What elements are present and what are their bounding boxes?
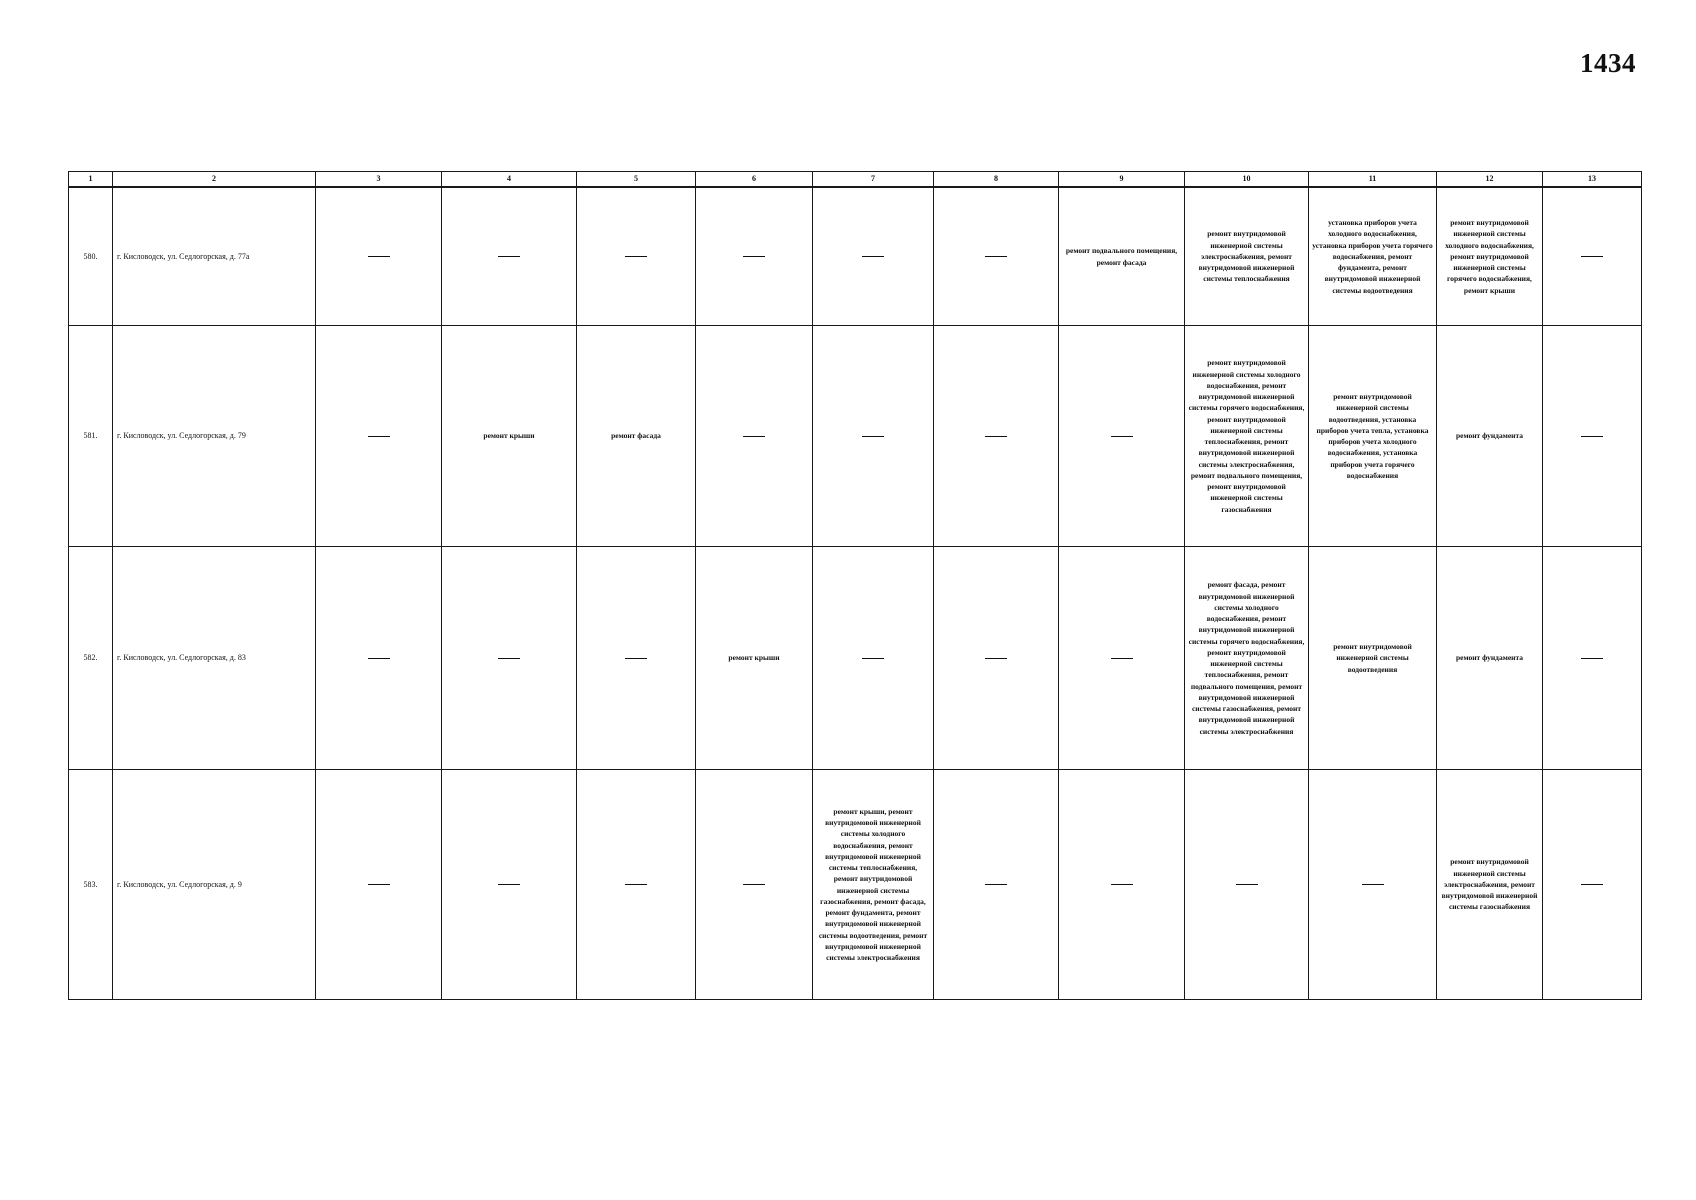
table-cell — [696, 187, 813, 326]
table-cell — [813, 547, 934, 770]
column-header: 4 — [442, 172, 577, 188]
repair-work-text: ремонт фундамента — [1455, 431, 1524, 441]
table-cell — [813, 326, 934, 547]
dash-mark — [743, 436, 765, 437]
repair-work-text: ремонт фундамента — [1455, 653, 1524, 663]
table-cell — [1185, 326, 1309, 547]
table-cell — [1185, 547, 1309, 770]
column-header: 11 — [1309, 172, 1437, 188]
table-row — [69, 326, 1642, 547]
column-header: 13 — [1543, 172, 1642, 188]
repair-work-text: ремонт внутридомовой инженерной системы водоотведения — [1333, 642, 1412, 674]
repair-work-text: ремонт фасада, ремонт внутридомовой инженерной системы холодного водоснабжения, ремонт внутридомовой инженерной системы горячего водоснабжения, ремонт внутридомовой инженерной системы теплоснабжения, ремонт подвального помещения, ремонт внутридомовой инженерной системы газоснабжения, ремонт внутридомовой инженерной системы электроснабжения — [1188, 580, 1305, 736]
table-cell — [1437, 326, 1543, 547]
table-cell — [316, 547, 442, 770]
dash-mark — [1581, 658, 1603, 659]
dash-mark — [1581, 884, 1603, 885]
house-address: г. Кисловодск, ул. Седлогорская, д. 83 — [113, 547, 316, 770]
house-address: г. Кисловодск, ул. Седлогорская, д. 77а — [113, 187, 316, 326]
table-cell — [1437, 187, 1543, 326]
table-cell — [577, 547, 696, 770]
dash-mark — [1111, 658, 1133, 659]
dash-mark — [985, 256, 1007, 257]
table-cell — [1437, 547, 1543, 770]
dash-mark — [368, 658, 390, 659]
dash-mark — [1362, 884, 1384, 885]
dash-mark — [862, 658, 884, 659]
table-cell — [696, 326, 813, 547]
repair-work-text: ремонт крыши — [728, 653, 780, 663]
table-cell — [1185, 187, 1309, 326]
column-header: 1 — [69, 172, 113, 188]
column-header: 5 — [577, 172, 696, 188]
dash-mark — [1111, 884, 1133, 885]
repair-work-text: ремонт внутридомовой инженерной системы холодного водоснабжения, ремонт внутридомовой инженерной системы горячего водоснабжения, ремонт внутридомовой инженерной системы теплоснабжения, ремонт внутридомовой инженерной системы электроснабжения, ремонт подвального помещения, ремонт внутридомовой инженерной системы газоснабжения — [1188, 358, 1305, 514]
dash-mark — [1581, 436, 1603, 437]
repair-work-text: ремонт фасада — [611, 431, 661, 441]
column-header: 8 — [934, 172, 1059, 188]
dash-mark — [368, 884, 390, 885]
table-cell — [1543, 547, 1642, 770]
house-address: г. Кисловодск, ул. Седлогорская, д. 9 — [113, 770, 316, 1000]
repair-work-text: ремонт внутридомовой инженерной системы электроснабжения, ремонт внутридомовой инженерной системы теплоснабжения — [1198, 229, 1295, 284]
repair-work-text: ремонт внутридомовой инженерной системы холодного водоснабжения, ремонт внутридомовой инженерной системы горячего водоснабжения, ремонт крыши — [1445, 218, 1534, 295]
dash-mark — [498, 256, 520, 257]
table-cell — [934, 770, 1059, 1000]
table-cell — [813, 187, 934, 326]
dash-mark — [743, 256, 765, 257]
dash-mark — [625, 884, 647, 885]
dash-mark — [625, 658, 647, 659]
column-header: 3 — [316, 172, 442, 188]
table-cell — [316, 770, 442, 1000]
table-cell — [1059, 326, 1185, 547]
table-cell — [1543, 187, 1642, 326]
dash-mark — [743, 884, 765, 885]
page-number: 1434 — [1580, 48, 1636, 78]
column-header: 12 — [1437, 172, 1543, 188]
table-cell — [316, 326, 442, 547]
table-cell — [934, 547, 1059, 770]
row-number: 580. — [69, 187, 113, 326]
table-cell — [1543, 770, 1642, 1000]
table-cell — [577, 187, 696, 326]
dash-mark — [368, 436, 390, 437]
table-cell — [1309, 547, 1437, 770]
repair-work-text: ремонт подвального помещения, ремонт фасада — [1065, 246, 1178, 267]
dash-mark — [1581, 256, 1603, 257]
column-header: 7 — [813, 172, 934, 188]
table-cell — [1059, 187, 1185, 326]
dash-mark — [985, 884, 1007, 885]
dash-mark — [625, 256, 647, 257]
row-number: 582. — [69, 547, 113, 770]
dash-mark — [498, 884, 520, 885]
house-address: г. Кисловодск, ул. Седлогорская, д. 79 — [113, 326, 316, 547]
column-header: 6 — [696, 172, 813, 188]
table-cell — [442, 326, 577, 547]
column-header: 10 — [1185, 172, 1309, 188]
table-cell — [1309, 770, 1437, 1000]
table-cell — [1543, 326, 1642, 547]
dash-mark — [985, 436, 1007, 437]
table-cell — [934, 187, 1059, 326]
table-cell — [934, 326, 1059, 547]
column-header: 2 — [113, 172, 316, 188]
table-row — [69, 187, 1642, 326]
table-row — [69, 770, 1642, 1000]
row-number: 581. — [69, 326, 113, 547]
table-cell — [1185, 770, 1309, 1000]
table-cell — [577, 770, 696, 1000]
dash-mark — [1236, 884, 1258, 885]
table-cell — [577, 326, 696, 547]
column-header: 9 — [1059, 172, 1185, 188]
dash-mark — [1111, 436, 1133, 437]
dash-mark — [985, 658, 1007, 659]
table-cell — [442, 770, 577, 1000]
table-cell — [696, 547, 813, 770]
repair-work-text: ремонт внутридомовой инженерной системы водоотведения, установка приборов учета тепла, установка приборов учета холодного водоснабжения, установка приборов учета горячего водоснабжения — [1316, 392, 1429, 480]
dash-mark — [368, 256, 390, 257]
row-number: 583. — [69, 770, 113, 1000]
dash-mark — [862, 256, 884, 257]
repair-work-text: ремонт крыши — [483, 431, 535, 441]
repair-schedule-table — [68, 171, 1642, 1000]
dash-mark — [498, 658, 520, 659]
table-cell — [1309, 187, 1437, 326]
table-row — [69, 547, 1642, 770]
table-cell — [696, 770, 813, 1000]
table-cell — [813, 770, 934, 1000]
table-cell — [1059, 547, 1185, 770]
table-cell — [442, 187, 577, 326]
table-cell — [316, 187, 442, 326]
column-number-row — [69, 172, 1642, 188]
repair-work-text: ремонт внутридомовой инженерной системы электроснабжения, ремонт внутридомовой инженерной системы газоснабжения — [1441, 857, 1538, 912]
table-cell — [442, 547, 577, 770]
table-cell — [1059, 770, 1185, 1000]
table-cell — [1309, 326, 1437, 547]
repair-work-text: ремонт крыши, ремонт внутридомовой инженерной системы холодного водоснабжения, ремонт внутридомовой инженерной системы теплоснабжения, ремонт внутридомовой инженерной системы газоснабжения, ремонт фасада, ремонт фундамента, ремонт внутридомовой инженерной системы водоотведения, ремонт внутридомовой инженерной системы электроснабжения — [818, 806, 928, 962]
table-cell — [1437, 770, 1543, 1000]
dash-mark — [862, 436, 884, 437]
repair-work-text: установка приборов учета холодного водоснабжения, установка приборов учета горячего водоснабжения, ремонт фундамента, ремонт внутридомовой инженерной системы водоотведения — [1312, 218, 1433, 295]
